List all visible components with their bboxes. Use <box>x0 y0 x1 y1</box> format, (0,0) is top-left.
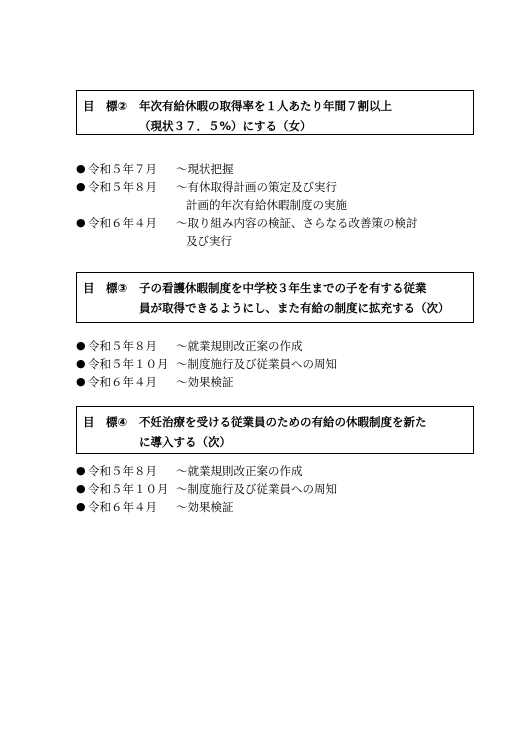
goal-text-line2: に導入する（次） <box>139 435 231 449</box>
schedule-date: 令和５年８月 <box>88 339 157 353</box>
goal-box-2 <box>76 90 474 135</box>
goal-text-line1: 不妊治療を受ける従業員のための有給の休暇制度を新た <box>139 415 427 429</box>
goal-heading-line <box>83 412 467 432</box>
schedule-item <box>76 160 496 178</box>
goal-label: 目 標② <box>83 99 128 113</box>
schedule-text: ～現状把握 <box>176 162 234 176</box>
schedule-text: ～制度施行及び従業員への周知 <box>176 482 337 496</box>
bullet-icon: ● <box>76 375 86 388</box>
schedule-date: 令和５年１０月 <box>88 482 169 496</box>
schedule-date: 令和６年４月 <box>88 375 157 389</box>
schedule-text: ～就業規則改正案の作成 <box>176 339 303 353</box>
schedule-item <box>76 462 496 480</box>
schedule-date: 令和５年８月 <box>88 464 157 478</box>
bullet-icon: ● <box>76 500 86 513</box>
schedule-date: 令和５年１０月 <box>88 357 169 371</box>
schedule-list-2 <box>76 160 496 250</box>
goal-heading-line <box>83 96 467 116</box>
schedule-item <box>76 480 496 498</box>
goal-text-line2: （現状３７．５%）にする（女） <box>139 119 312 133</box>
goal-heading-line <box>83 278 467 298</box>
bullet-icon: ● <box>76 357 86 370</box>
schedule-item <box>76 355 496 373</box>
schedule-item <box>76 373 496 391</box>
schedule-text-continued: 計画的年次有給休暇制度の実施 <box>186 198 347 212</box>
schedule-text: ～就業規則改正案の作成 <box>176 464 303 478</box>
schedule-item <box>76 498 496 516</box>
bullet-icon: ● <box>76 162 86 175</box>
schedule-date: 令和６年４月 <box>88 500 157 514</box>
bullet-icon: ● <box>76 482 86 495</box>
schedule-text: ～効果検証 <box>176 375 234 389</box>
goal-text-line2: 員が取得できるようにし、また有給の制度に拡充する（次） <box>139 301 450 315</box>
goal-box-3 <box>76 272 474 323</box>
schedule-text: ～制度施行及び従業員への周知 <box>176 357 337 371</box>
schedule-date: 令和６年４月 <box>88 216 157 230</box>
schedule-text: ～効果検証 <box>176 500 234 514</box>
goal-text-line1: 子の看護休暇制度を中学校３年生までの子を有する従業 <box>139 281 427 295</box>
goal-label: 目 標④ <box>83 415 128 429</box>
schedule-list-4 <box>76 462 496 516</box>
goal-box-4 <box>76 406 474 454</box>
goal-text-line1: 年次有給休暇の取得率を１人あたり年間７割以上 <box>139 99 392 113</box>
bullet-icon: ● <box>76 216 86 229</box>
schedule-text: ～取り組み内容の検証、さらなる改善策の検討 <box>176 216 418 230</box>
schedule-date: 令和５年７月 <box>88 162 157 176</box>
schedule-item <box>76 337 496 355</box>
bullet-icon: ● <box>76 180 86 193</box>
bullet-icon: ● <box>76 464 86 477</box>
schedule-item <box>76 214 496 232</box>
schedule-text: ～有休取得計画の策定及び実行 <box>176 180 337 194</box>
schedule-text-continued: 及び実行 <box>186 234 232 248</box>
bullet-icon: ● <box>76 339 86 352</box>
goal-label: 目 標③ <box>83 281 128 295</box>
schedule-item <box>76 178 496 196</box>
schedule-list-3 <box>76 337 496 391</box>
schedule-date: 令和５年８月 <box>88 180 157 194</box>
